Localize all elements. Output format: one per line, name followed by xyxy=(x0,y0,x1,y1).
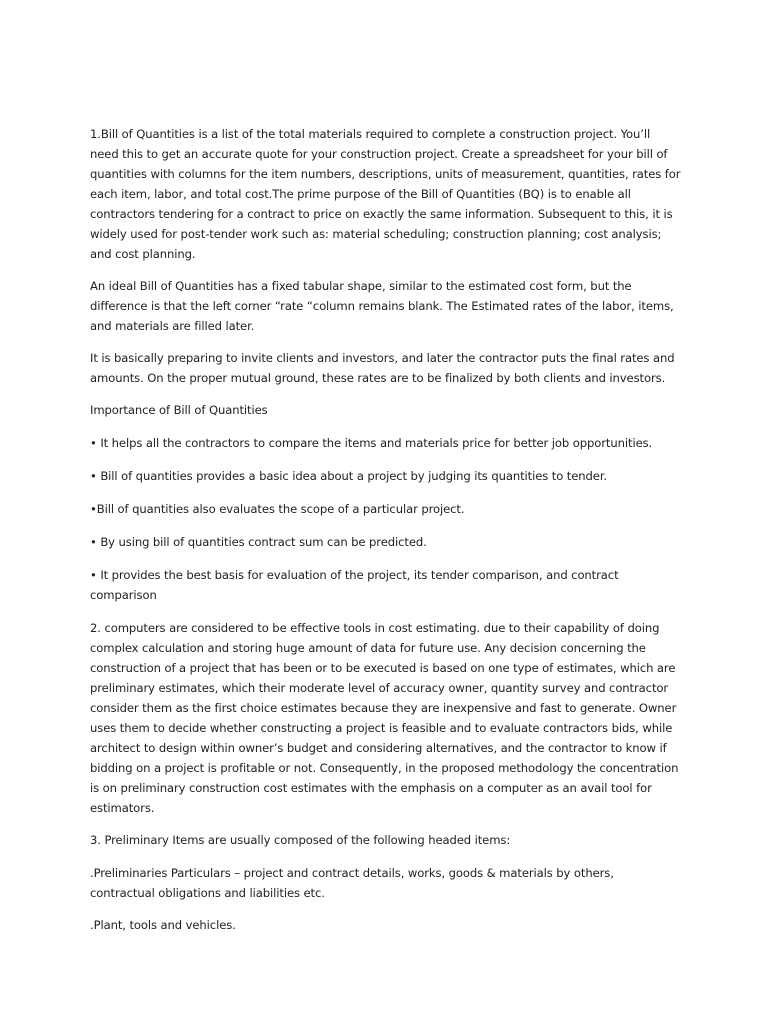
paragraph-plant-tools-vehicles: .Plant, tools and vehicles. xyxy=(90,918,236,932)
bullet-contract-sum: • By using bill of quantities contract sum can be predicted. xyxy=(90,535,427,549)
document-body xyxy=(90,124,682,947)
bullet-basic-idea: • Bill of quantities provides a basic idea about a project by judging its quantities to tender. xyxy=(90,469,608,483)
paragraph-bill-of-quantities-definition: 1.Bill of Quantities is a list of the total materials required to complete a construction project. You’ll need this to get an accurate quote for your construction project. Create a spreadsheet for your bill of quantities with columns for the item numbers, descriptions, units of measurement, quantities, rates for each item, labor, and total cost.The prime purpose of the Bill of Quantities (BQ) is to enable all contractors tendering for a contract to price on exactly the same information. Subsequent to this, it is widely used for post-tender work such as: material scheduling; construction planning; cost analysis; and cost planning. xyxy=(90,127,681,261)
paragraph-preliminaries-particulars: .Preliminaries Particulars – project and contract details, works, goods & materials by others, contractual obligations and liabilities etc. xyxy=(90,866,614,900)
paragraph-computers-cost-estimating: 2. computers are considered to be effective tools in cost estimating. due to their capability of doing complex calculation and storing huge amount of data for future use. Any decision concerning the construction of a project that has been or to be executed is based on one type of estimates, which are preliminary estimates, which their moderate level of accuracy owner, quantity survey and contractor consider them as the first choice estimates because they are inexpensive and fast to generate. Owner uses them to decide whether constructing a project is feasible and to evaluate contractors bids, while architect to design within owner’s budget and considering alternatives, and the contractor to know if bidding on a project is profitable or not. Consequently, in the proposed methodology the concentration is on preliminary construction cost estimates with the emphasis on a computer as an avail tool for estimators. xyxy=(90,621,679,815)
paragraph-invite-clients: It is basically preparing to invite clients and investors, and later the contractor puts the final rates and amounts. On the proper mutual ground, these rates are to be finalized by both clients and investors. xyxy=(90,351,675,385)
paragraph-preliminary-items: 3. Preliminary Items are usually composed of the following headed items: xyxy=(90,833,511,847)
bullet-best-basis: • It provides the best basis for evaluation of the project, its tender comparison, and contract comparison xyxy=(90,568,619,602)
paragraph-ideal-bill-of-quantities: An ideal Bill of Quantities has a fixed tabular shape, similar to the estimated cost form, but the difference is that the left corner “rate “column remains blank. The Estimated rates of the labor, items, and materials are filled later. xyxy=(90,279,674,333)
heading-importance-of-bill-of-quantities: Importance of Bill of Quantities xyxy=(90,403,268,417)
bullet-evaluates-scope: •Bill of quantities also evaluates the scope of a particular project. xyxy=(90,502,465,516)
bullet-compare-prices: • It helps all the contractors to compare the items and materials price for better job opportunities. xyxy=(90,436,653,450)
